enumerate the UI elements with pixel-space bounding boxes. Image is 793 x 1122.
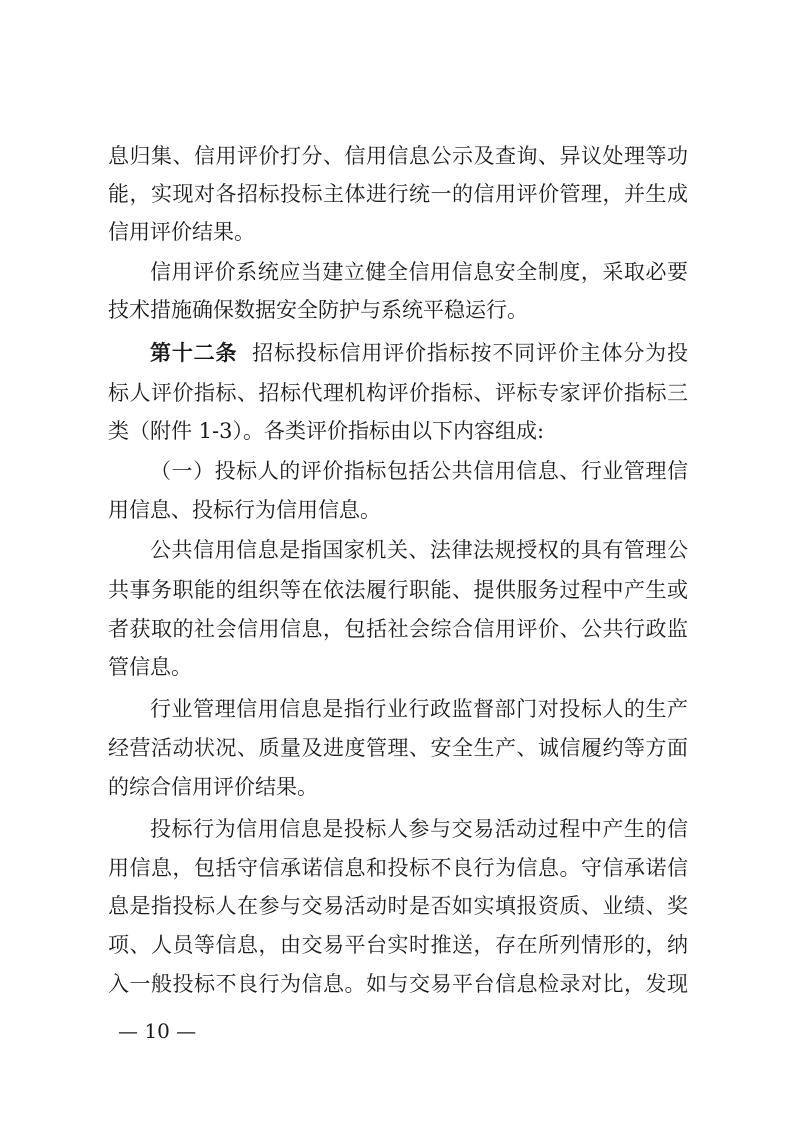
- text-line: 者获取的社会信用信息，包括社会综合信用评价、公共行政监: [108, 617, 688, 641]
- text-line: 技术措施确保数据安全防护与系统平稳运行。: [108, 298, 528, 322]
- text-line: 能，实现对各招标投标主体进行统一的信用评价管理，并生成: [108, 182, 688, 206]
- text-line: 公共信用信息是指国家机关、法律法规授权的具有管理公: [150, 538, 688, 562]
- text-line: 管信息。: [108, 655, 192, 679]
- page-number: — 10 —: [118, 1019, 197, 1043]
- text-line: 项、人员等信息，由交易平台实时推送，存在所列情形的，纳: [108, 933, 688, 957]
- text-line: 用信息，包括守信承诺信息和投标不良行为信息。守信承诺信: [108, 856, 688, 880]
- article-heading: 第十二条: [150, 340, 238, 365]
- text-line: （一）投标人的评价指标包括公共信用信息、行业管理信: [150, 459, 688, 483]
- text-line: 行业管理信用信息是指行业行政监督部门对投标人的生产: [150, 697, 688, 721]
- text-line: 信用评价系统应当建立健全信用信息安全制度，采取必要: [150, 260, 688, 284]
- text-line: 信用评价结果。: [108, 220, 255, 244]
- text-line: 投标行为信用信息是投标人参与交易活动过程中产生的信: [150, 817, 688, 841]
- article-paragraph-line: [150, 340, 688, 366]
- text-line: 的综合信用评价结果。: [108, 775, 318, 799]
- text-line: 标人评价指标、招标代理机构评价指标、评标专家评价指标三: [108, 381, 688, 405]
- text-line: 息是指投标人在参与交易活动时是否如实填报资质、业绩、奖: [108, 894, 688, 918]
- text-line: 息归集、信用评价打分、信用信息公示及查询、异议处理等功: [108, 144, 688, 168]
- text-line: 类（附件 1-3）。各类评价指标由以下内容组成:: [108, 419, 545, 443]
- text-line: 经营活动状况、质量及进度管理、安全生产、诚信履约等方面: [108, 736, 688, 760]
- text-line: 入一般投标不良行为信息。如与交易平台信息检录对比，发现: [108, 972, 688, 996]
- text-line: 用信息、投标行为信用信息。: [108, 498, 381, 522]
- article-text: 招标投标信用评价指标按不同评价主体分为投: [251, 341, 689, 365]
- text-line: 共事务职能的组织等在依法履行职能、提供服务过程中产生或: [108, 578, 688, 602]
